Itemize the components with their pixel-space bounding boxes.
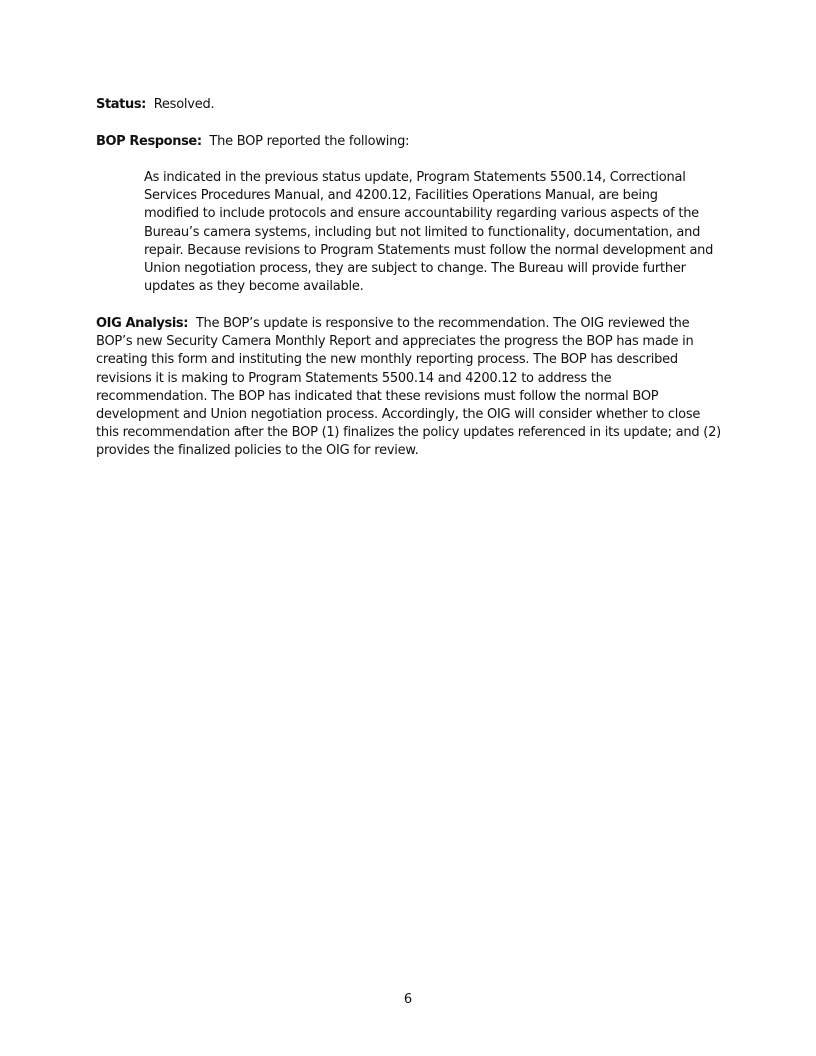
bop-response-paragraph xyxy=(96,133,722,151)
status-label: Status: xyxy=(96,97,146,112)
bop-response-intro: The BOP reported the following: xyxy=(209,134,410,149)
bop-response-quote: As indicated in the previous status update, Program Statements 5500.14, Correctional Services Procedures Manual, and 4200.12, Facilities Operations Manual, are being modified to include protocols and ensure accountability regarding various aspects of the Bureau’s camera systems, including but not limited to functionality, documentation, and repair. Because revisions to Program Statements must follow the normal development and Union negotiation process, they are subject to change. The Bureau will provide further updates as they become available. xyxy=(144,170,714,295)
status-value: Resolved. xyxy=(153,97,215,112)
bop-response-label: BOP Response: xyxy=(96,134,202,149)
page-number: 6 xyxy=(403,992,413,1007)
status-paragraph xyxy=(96,96,722,114)
oig-analysis-text: The BOP’s update is responsive to the recommendation. The OIG reviewed the BOP’s new Security Camera Monthly Report and appreciates the progress the BOP has made in creating this form and instituting the new monthly reporting process. The BOP has described revisions it is making to Program Statements 5500.14 and 4200.12 to address the recommendation. The BOP has indicated that these revisions must follow the normal BOP development and Union negotiation process. Accordingly, the OIG will consider whether to close this recommendation after the BOP (1) finalizes the policy updates referenced in its update; and (2) provides the finalized policies to the OIG for review. xyxy=(96,316,721,459)
oig-analysis-label: OIG Analysis: xyxy=(96,316,189,331)
oig-analysis-paragraph xyxy=(96,315,722,461)
